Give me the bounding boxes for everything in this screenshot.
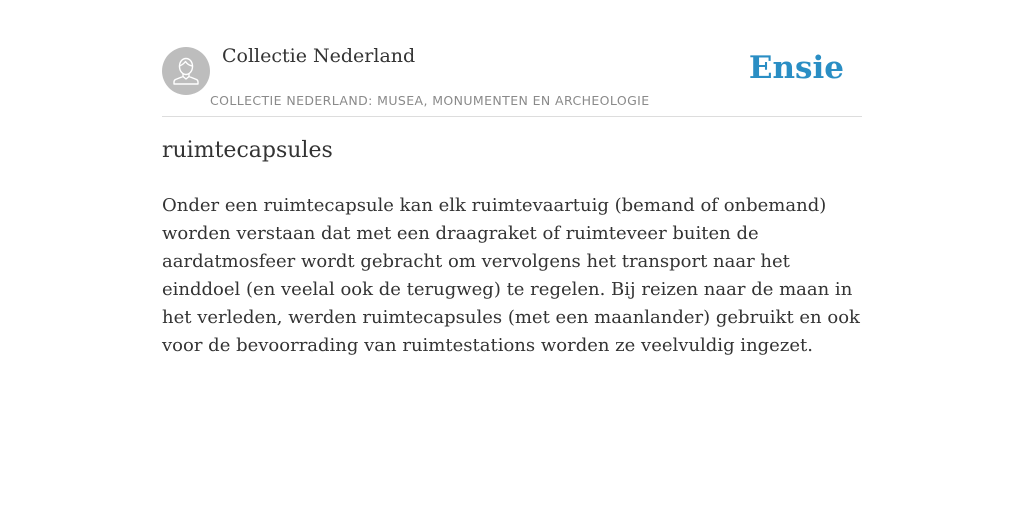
entry-title: ruimtecapsules — [162, 138, 333, 163]
entry-header — [162, 40, 862, 117]
ensie-logo[interactable]: Ensie — [748, 50, 844, 86]
author-subtitle: COLLECTIE NEDERLAND: MUSEA, MONUMENTEN EN ARCHEOLOGIE — [210, 93, 650, 108]
entry-body: Onder een ruimtecapsule kan elk ruimtevaartuig (bemand of onbemand) worden verstaan dat met een draagraket of ruimteveer buiten de aardatmosfeer wordt gebracht om vervolgens het transport naar het einddoel (en veelal ook de terugweg) te regelen. Bij reizen naar de maan in het verleden, werden ruimtecapsules (met een maanlander) gebruikt en ook voor de bevoorrading van ruimtestations worden ze veelvuldig ingezet. — [162, 195, 860, 356]
author-name-link[interactable]: Collectie Nederland — [222, 45, 416, 67]
author-avatar[interactable] — [162, 47, 210, 95]
user-silhouette-icon — [162, 47, 210, 95]
